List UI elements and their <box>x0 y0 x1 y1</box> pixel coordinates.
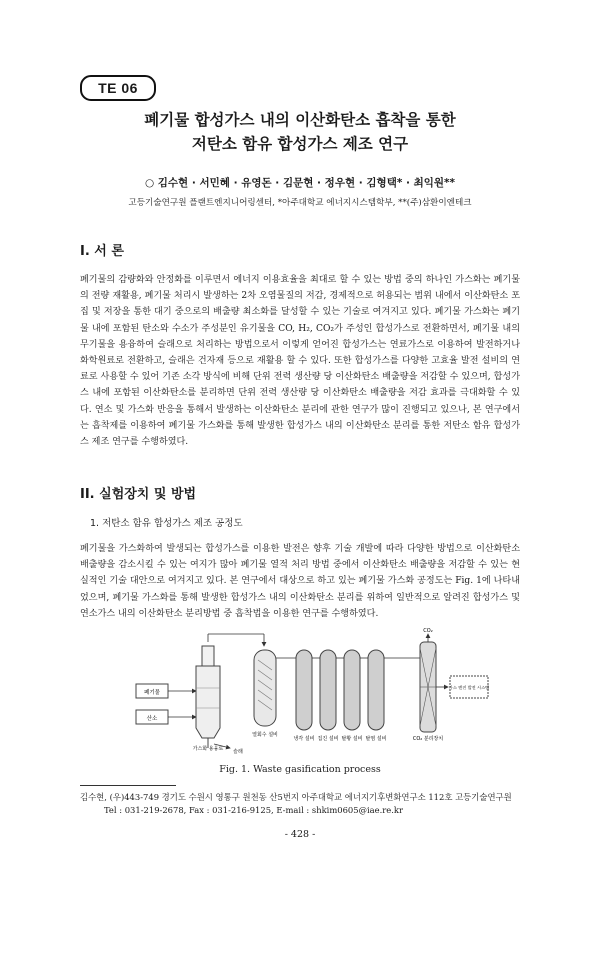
footnote <box>80 791 540 817</box>
slag-label: 슬래 <box>233 749 243 755</box>
cooling-column <box>296 650 312 730</box>
gas-engine-label: 가스 엔진 발전 시스템 <box>448 685 490 690</box>
intro-text: 폐기물의 감량화와 안정화를 이루면서 에너지 이용효율을 최대로 할 수 있는 방법 중의 하나인 가스화는 폐기물의 전량 재활용, 폐기물 처리시 발생하는 2차 오염물질의 저감, 경제적으로 허용되는 범위 내에서 이산화탄소 포집 및 저장을 통한 대기 중으로의 배출량 최소화를 달성할 수 있는 기술로 여겨지고 있다. 폐기물 가스화는 폐기물 내에 포함된 탄소와 수소가 주성분인 유기물을 CO, H₂, CO₂가 주성인 합성가스로 전환하면서, 폐기물 내의 무기물을 용융하여 슬래으로 처리하는 방법으로서 이렇게 얻어진 합성가스는 연료가스로 이용하여 발전하거나 화학원료로 전환하고, 슬래은 건자재 등으로 재활용 할 수 있다. 또한 합성가스를 다양한 고효율 발전 설비의 연료로 사용할 수 있어 기존 소각 방식에 비해 단위 전력 생산량 당 이산화탄소 배출량을 저감할 수 있으며, 합성가스 내에 포함된 이산화탄소를 분리하면 단위 전력 생산량 당 이산화탄소 배출량을 저감 효과를 극대화할 수 있다. 연소 및 가스화 반응을 통해서 발생하는 이산화탄소 분리에 관한 연구가 많이 진행되고 있으나, 본 연구에서는 흡착제를 이용하여 폐기물 가스화를 통해 발생한 합성가스 내의 이산화탄소 분리를 통한 저탄소 함유 합성가스 제조 연구를 수행하였다. <box>80 275 520 448</box>
footnote-rule <box>80 785 176 786</box>
dechlor-column <box>368 650 384 730</box>
cleaning-label: 집진 설비 <box>317 736 339 742</box>
section-heading-method: II. 실험장치 및 방법 <box>80 487 197 502</box>
process-diagram <box>130 628 490 760</box>
section-heading-intro: I. 서 론 <box>80 244 124 259</box>
paper-title-line1: 폐기물 합성가스 내의 이산화탄소 흡착을 통한 <box>144 111 456 129</box>
desulfur-column <box>344 650 360 730</box>
subsection-heading: 1. 저탄소 함유 합성가스 제조 공정도 <box>90 518 243 529</box>
footnote-address: 김수현, (우)443-749 경기도 수원시 영통구 원천동 산5번지 아주대학교 에너지기후변화연구소 112호 고등기술연구원 <box>80 792 512 802</box>
heat-recovery-label: 열회수 설비 <box>252 732 278 738</box>
co2-separator <box>420 642 436 732</box>
page-number: - 428 - <box>284 829 316 840</box>
dechlor-label: 탈염 설비 <box>365 736 387 742</box>
footnote-contact: Tel : 031-219-2678, Fax : 031-216-9125, E-mail : shkim0605@iae.re.kr <box>104 805 403 815</box>
heat-recovery-unit <box>254 650 276 726</box>
gasifier-vessel <box>196 646 220 748</box>
method-text: 폐기물을 가스화하여 발생되는 합성가스를 이용한 발전은 향후 기술 개발에 따라 다양한 방법으로 이산화탄소 배출량을 감소시킬 수 있는 여지가 많아 폐기물 열적 처리 방법 중에서 이산화탄소 배출량을 저감할 수 있는 현실적인 기술 대안으로 여겨지고 있다. 본 연구에서 대상으로 하고 있는 폐기물 가스화 공정도는 Fig. 1에 나타내었으며, 폐기물 가스화를 통해 발생한 합성가스 내의 이산화탄소 분리를 위하여 일반적으로 알려진 합성가스 및 연소가스 내의 이산화탄소 분리방법 중 흡착법을 이용한 연구를 수행하였다. <box>80 544 520 619</box>
oxygen-label: 산소 <box>146 716 158 722</box>
paper-title-line2: 저탄소 함유 합성가스 제조 연구 <box>191 135 409 153</box>
affiliation: 고등기술연구원 플랜트엔지니어링센터, *아주대학교 에너지시스템학부, **(주)삼환이엔테크 <box>128 198 472 208</box>
session-badge: TE 06 <box>80 75 156 101</box>
waste-label: 폐기물 <box>144 690 160 696</box>
cleaning-column <box>320 650 336 730</box>
method-paragraph <box>80 541 520 622</box>
desulfur-label: 탈황 설비 <box>341 736 363 742</box>
intro-paragraph <box>80 272 520 450</box>
cooling-label: 냉각 설비 <box>293 736 315 742</box>
co2-sep-label: CO₂ 분리장치 <box>412 736 444 742</box>
author-list: ○ 김수현 · 서민혜 · 유영돈 · 김문현 · 정우현 · 김형택* · 최익원** <box>144 177 456 189</box>
gasifier-label: 가스화 용융로 <box>192 746 224 752</box>
co2-top-label: CO₂ <box>423 628 433 634</box>
figure-caption: Fig. 1. Waste gasification process <box>219 764 381 775</box>
